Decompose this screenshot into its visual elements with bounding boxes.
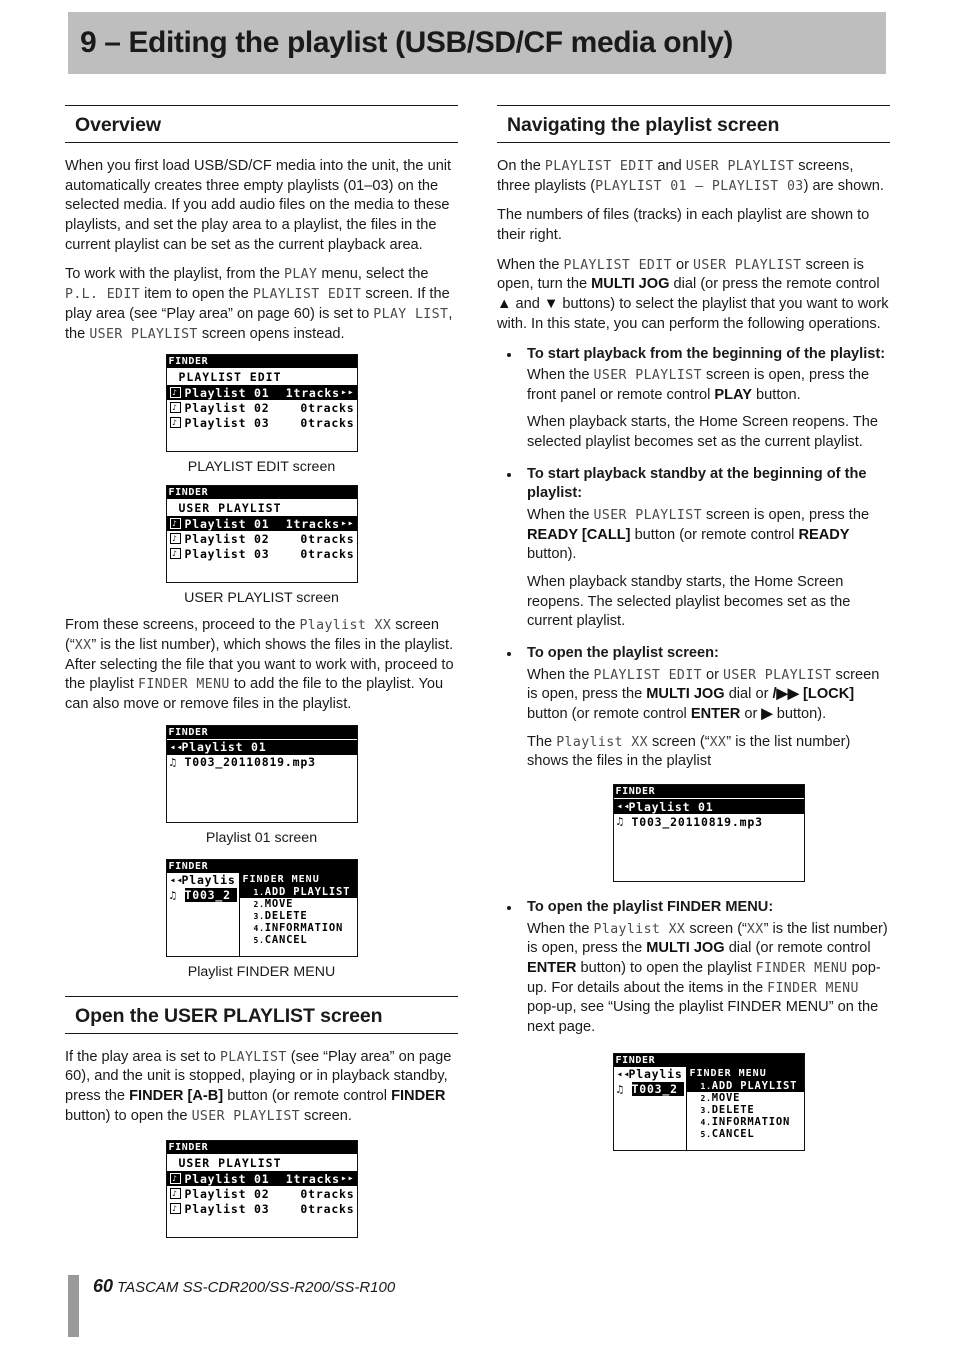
b2-lcd: PLAYLIST EDIT [593, 667, 702, 683]
oup-lcd1: PLAYLIST [219, 1049, 287, 1065]
oup-a: If the play area is set to [65, 1048, 220, 1065]
section-navigating [497, 105, 890, 1151]
ov-p3-lcd2: XX [74, 637, 92, 653]
lcd-titlebar: FINDER [167, 486, 357, 499]
ov-p3-a: From these screens, proceed to the [65, 617, 300, 634]
oup-b: (see “Play area” on page 60), and the unit is stopped, playing or in playback standby, press the [65, 1048, 452, 1104]
down-arrow-icon: ▼ [543, 296, 559, 313]
lcd-row[interactable] [167, 400, 357, 415]
b1-bold2: READY [798, 526, 850, 543]
figure-playlist01-screen-right [527, 784, 890, 882]
lcd-row-folder [614, 1067, 686, 1082]
ov-p3-c: ” is the list number), which shows the files in the playlist. After selecting the file that you want to work with, proceed to the playlist [65, 636, 454, 693]
lcd-row-name: Playlist 01 [184, 516, 270, 531]
oup-c: button (or remote control [223, 1088, 392, 1104]
ov-p2-f: screen opens instead. [197, 325, 345, 342]
lcd-row-name: Playlist 03 [184, 415, 270, 430]
lcd-body [167, 368, 357, 451]
footer-accent-bar [68, 1275, 79, 1337]
nav-p1-b: and [653, 158, 686, 174]
back-arrow-icon: ◂◂ [616, 801, 631, 812]
lcd-row-folder [167, 873, 239, 888]
lcd-row[interactable] [167, 531, 357, 546]
fast-forward-icon: ▸▸ [340, 387, 355, 399]
b0-c: button. [751, 386, 801, 403]
b2-bold3: ENTER [690, 705, 741, 722]
lcd-playlist-edit [166, 354, 358, 452]
lcd-row[interactable] [167, 1171, 357, 1186]
figure-playlist-edit-screen [65, 354, 458, 475]
overview-paragraph-1 [65, 157, 458, 255]
b3-bold: MULTI JOG [646, 940, 725, 957]
lcd-row-name: T003_20110819.mp3 [184, 755, 316, 770]
b3-lcd3: FINDER MENU [755, 960, 848, 976]
lcd-titlebar: FINDER [167, 860, 357, 873]
b3-bold2: ENTER [527, 959, 577, 976]
b3-d: dial (or remote control [724, 940, 871, 957]
lcd-row-name: Playlist 01 [628, 799, 714, 814]
lcd-subtitle: PLAYLIST EDIT [178, 370, 282, 385]
lcd-row[interactable] [167, 415, 357, 430]
menu-item-label: ADD PLAYLIST [711, 1079, 798, 1092]
lcd-row[interactable] [167, 546, 357, 561]
menu-item-add-playlist[interactable] [240, 886, 357, 898]
b3-lcd4: FINDER MENU [767, 980, 859, 996]
lcd-row-count: 0tracks [300, 415, 355, 430]
ov-p2-lcd4: PLAY LIST [373, 306, 449, 322]
b2-bold: MULTI JOG [646, 686, 725, 703]
menu-item-number: 2. [700, 1093, 712, 1103]
lcd-subtitle: USER PLAYLIST [178, 1156, 282, 1171]
play-arrow-icon: ▶ [761, 705, 773, 722]
menu-item-number: 4. [253, 924, 265, 934]
b1-d: button). [527, 546, 577, 563]
b2-f: or [740, 705, 762, 722]
b1-lcd: USER PLAYLIST [593, 507, 702, 523]
menu-item-move[interactable] [240, 898, 357, 910]
music-note-icon: ♪ [170, 1173, 181, 1184]
figure-playlist-finder-menu [65, 856, 458, 980]
b2-a: When the [527, 666, 594, 683]
b0-b: screen is open, press the front panel or remote control [527, 367, 870, 403]
navigating-paragraph-2: The numbers of files (tracks) in each playlist are shown to their right. [497, 207, 870, 244]
music-note-icon: ♪ [170, 533, 181, 544]
lcd-row-name: Playlist 01 [184, 385, 270, 400]
menu-item-label: MOVE [711, 1091, 741, 1104]
section-overview [65, 105, 458, 980]
b2-d: dial or [724, 686, 773, 703]
lcd-row[interactable] [167, 516, 357, 531]
ov-p3-b: screen (“ [65, 617, 440, 653]
page-footer [68, 1275, 395, 1337]
lcd-row-count: 0tracks [300, 1186, 355, 1201]
lcd-background-list [167, 873, 239, 903]
menu-item-label: DELETE [711, 1104, 755, 1117]
music-note-icon: ♪ [170, 1188, 181, 1199]
menu-item-add-playlist[interactable] [687, 1080, 804, 1092]
lcd-body [167, 873, 357, 956]
figure-caption: Playlist FINDER MENU [187, 963, 336, 980]
menu-item-number: 4. [700, 1118, 712, 1128]
operations-list [497, 345, 890, 1151]
figure-caption: Playlist 01 screen [205, 829, 318, 846]
menu-item-number: 3. [700, 1106, 712, 1116]
b2-2a: The [527, 733, 557, 750]
left-column [65, 105, 458, 1248]
lcd-titlebar: FINDER [167, 726, 357, 739]
menu-item-label: INFORMATION [264, 922, 344, 935]
menu-item-label: CANCEL [711, 1128, 755, 1141]
ov-p2-c: item to open the [140, 286, 253, 303]
figure-caption: PLAYLIST EDIT screen [187, 459, 336, 476]
nav-p1-a: On the [497, 158, 545, 174]
lcd-row-name: Playlist 02 [184, 1186, 270, 1201]
b3-lcd: Playlist XX [593, 921, 686, 937]
lcd-row-count: 0tracks [300, 400, 355, 415]
lcd-row-name: Playlist 02 [184, 531, 270, 546]
chapter-title: 9 – Editing the playlist (USB/SD/CF media only) [80, 26, 733, 59]
lcd-row-file[interactable] [614, 814, 804, 829]
nav-p1-c: screens, three playlists ( [497, 158, 854, 194]
menu-item-information[interactable] [687, 1116, 804, 1128]
nav-p1-lcd2: USER PLAYLIST [685, 159, 795, 174]
lcd-titlebar: FINDER [614, 785, 804, 798]
bullet-body-2: When playback standby starts, the Home Screen reopens. The selected playlist becomes set as the current playlist. [527, 573, 851, 630]
oup-bold2: FINDER [391, 1088, 446, 1104]
list-item [497, 898, 890, 1151]
menu-item-delete[interactable] [240, 910, 357, 922]
bullet-title: To start playback from the beginning of the playlist: [527, 345, 886, 362]
ov-p3-d: to add the file to the playlist. You can also move or remove files in the playlist. [65, 676, 444, 712]
b2-2b: screen (“ [647, 733, 710, 750]
figure-playlist-finder-menu-right [527, 1050, 890, 1151]
lcd-row-count: 0tracks [300, 1201, 355, 1216]
bullet-body-2 [527, 733, 890, 772]
menu-item-number: 2. [253, 899, 265, 909]
lcd-row-folder[interactable] [167, 740, 357, 755]
menu-item-number: 1. [253, 887, 265, 897]
lcd-row[interactable] [167, 1201, 357, 1216]
b2-b: or [701, 666, 724, 683]
popup-title: FINDER MENU [687, 1067, 804, 1080]
b1-a: When the [527, 506, 594, 523]
footer-text [93, 1275, 395, 1297]
lcd-row-file [614, 1082, 686, 1097]
lcd-playlist01-right [613, 784, 805, 882]
ov-p2-lcd3: PLAYLIST EDIT [252, 287, 362, 303]
ov-p2-lcd5: USER PLAYLIST [89, 326, 198, 342]
ov-p2-b: menu, select the [317, 266, 429, 283]
nav-p3-e: and [511, 296, 544, 313]
music-note-icon: ♪ [170, 518, 181, 529]
ov-p3-lcd1: Playlist XX [299, 618, 392, 634]
b3-lcd2: XX [746, 921, 764, 937]
figure-caption: USER PLAYLIST screen [184, 590, 339, 607]
nav-p3-d: dial (or press the remote control [669, 276, 880, 293]
b3-e: button) to open the playlist [576, 959, 756, 976]
lcd-row[interactable] [167, 385, 357, 400]
finder-menu-popup [686, 1067, 804, 1150]
menu-item-label: INFORMATION [711, 1116, 791, 1129]
menu-item-label: ADD PLAYLIST [264, 885, 351, 898]
b0-a: When the [527, 367, 594, 384]
oup-d: button) to open the [65, 1107, 192, 1124]
lcd-row-name: Playlis [628, 1067, 683, 1082]
navigating-paragraph-1 [497, 157, 890, 196]
lcd-row-name: Playlist 01 [181, 740, 267, 755]
lcd-body [167, 1154, 357, 1237]
lcd-finder-menu-right [613, 1053, 805, 1151]
menu-item-cancel[interactable] [687, 1128, 804, 1140]
b2-2lcd2: XX [709, 734, 727, 750]
menu-item-label: CANCEL [264, 934, 308, 947]
b0-bold: PLAY [714, 386, 752, 403]
b3-c: ” is the list number) is open, press the [527, 920, 888, 957]
lcd-row-count: 0tracks [300, 546, 355, 561]
bullet-title: To start playback standby at the beginning of the playlist: [527, 465, 867, 502]
menu-item-cancel[interactable] [240, 934, 357, 946]
menu-item-number: 3. [253, 912, 265, 921]
bullet-body-1 [527, 920, 890, 1038]
b1-b: screen is open, press the [701, 506, 870, 523]
lcd-background-list [614, 1067, 686, 1097]
lcd-body [614, 798, 804, 881]
nav-p3-bold1: MULTI JOG [591, 276, 670, 293]
music-note-icon: ♪ [170, 402, 181, 413]
b3-b: screen (“ [685, 920, 747, 937]
menu-item-move[interactable] [687, 1092, 804, 1104]
ov-p3-lcd3: FINDER MENU [138, 677, 230, 693]
product-line: TASCAM SS-CDR200/SS-R200/SS-R100 [117, 1279, 396, 1296]
music-note-icon: ♪ [170, 1203, 181, 1214]
lcd-subtitle: USER PLAYLIST [178, 501, 282, 516]
right-column [497, 105, 890, 1163]
lcd-row-count: 1tracks [285, 1171, 340, 1186]
nav-p1-lcd1: PLAYLIST EDIT [544, 159, 654, 174]
b2-2c: ” is the list number) shows the files in the playlist [527, 733, 851, 770]
oup-bold1: FINDER [A-B] [129, 1088, 224, 1104]
b3-g: pop-up, see “Using the playlist FINDER MENU” on the next page. [527, 999, 879, 1035]
nav-p3-lcd1: PLAYLIST EDIT [563, 257, 672, 273]
popup-title: FINDER MENU [240, 873, 357, 886]
b3-a: When the [527, 920, 594, 937]
b2-lcd2: USER PLAYLIST [723, 667, 832, 683]
lcd-titlebar: FINDER [167, 1141, 357, 1154]
lcd-titlebar: FINDER [167, 355, 357, 368]
music-note-icon: ♫ [616, 815, 624, 828]
list-item [497, 345, 890, 453]
b2-g: button). [772, 705, 827, 722]
ov-p2-a: To work with the playlist, from the [65, 266, 284, 283]
section-heading-overview [65, 105, 458, 143]
ov-p2-d: screen. If the play area (see “Play area” on page 60) is set to [65, 286, 450, 322]
fast-forward-icon: ▸▸ [340, 518, 355, 530]
back-arrow-icon: ◂◂ [169, 874, 184, 886]
lcd-row-file [167, 888, 239, 903]
lcd-user-playlist [166, 485, 358, 583]
list-item [497, 644, 890, 882]
lcd-row-name: Playlis [181, 873, 236, 888]
nav-p3-b: or [671, 256, 694, 273]
lcd-row-name: Playlist 03 [184, 546, 270, 561]
b1-c: button (or remote control [630, 526, 799, 543]
overview-paragraph-3 [65, 616, 458, 714]
nav-p1-d: ) are shown. [803, 177, 884, 194]
music-note-icon: ♫ [169, 755, 177, 769]
music-note-icon: ♪ [170, 548, 181, 559]
bullet-body-1 [527, 666, 890, 725]
back-arrow-icon: ◂◂ [616, 1068, 631, 1080]
b1-bold: READY [CALL] [527, 526, 631, 543]
music-note-icon: ♫ [616, 1082, 624, 1096]
b2-bold2: /▶▶ [LOCK] [772, 686, 855, 703]
ov-p2-lcd2: P.L. EDIT [65, 287, 141, 303]
open-user-playlist-paragraph [65, 1048, 458, 1127]
menu-item-number: 1. [700, 1081, 712, 1091]
music-note-icon: ♫ [169, 888, 177, 902]
open-user-playlist-heading-text: Open the USER PLAYLIST screen [75, 1004, 383, 1027]
nav-p3-lcd2: USER PLAYLIST [693, 257, 802, 273]
lcd-playlist01 [166, 725, 358, 823]
nav-p3-c: screen is open, turn the [497, 256, 864, 293]
b2-e: button (or remote control [527, 705, 691, 722]
back-arrow-icon: ◂◂ [169, 741, 184, 753]
navigating-paragraph-3 [497, 256, 890, 335]
music-note-icon: ♪ [170, 387, 181, 398]
lcd-row-count: 1tracks [285, 516, 340, 531]
section-heading-navigating [497, 105, 890, 143]
nav-p1-lcd3: PLAYLIST 01 – PLAYLIST 03 [595, 178, 804, 194]
b2-2lcd: Playlist XX [556, 734, 648, 750]
oup-e: screen. [300, 1107, 352, 1124]
bullet-title: To open the playlist screen: [527, 645, 719, 662]
bullet-body-1 [527, 366, 890, 405]
lcd-row-name: Playlist 03 [184, 1201, 270, 1216]
lcd-row-name: T003_2 [632, 1082, 684, 1096]
ov-p2-e: , the [65, 305, 453, 342]
lcd-row-count: 1tracks [285, 385, 340, 400]
menu-item-information[interactable] [240, 922, 357, 934]
overview-heading-text: Overview [75, 114, 161, 136]
lcd-body [167, 739, 357, 822]
lcd-row-name: Playlist 01 [184, 1171, 270, 1186]
b3-f: pop-up. For details about the items in the [527, 959, 881, 996]
lcd-row-count: 0tracks [300, 531, 355, 546]
section-open-user-playlist [65, 996, 458, 1239]
up-arrow-icon: ▲ [497, 296, 512, 313]
lcd-row-file[interactable] [167, 755, 357, 770]
music-note-icon: ♪ [170, 417, 181, 428]
lcd-row-folder[interactable] [614, 799, 804, 814]
bullet-body-2: When playback starts, the Home Screen reopens. The selected playlist becomes set as the current playlist. [527, 414, 878, 451]
b0-lcd: USER PLAYLIST [593, 368, 702, 384]
menu-item-delete[interactable] [687, 1104, 804, 1116]
b2-c: screen is open, press the [527, 666, 880, 703]
menu-item-number: 5. [253, 936, 265, 946]
oup-lcd2: USER PLAYLIST [191, 1108, 300, 1124]
menu-item-label: MOVE [264, 897, 294, 910]
overview-para1-text: When you first load USB/SD/CF media into the unit, the unit automatically creates three empty playlists (01–03) on the selected media. If you add audio files on the media to these playlists, and set the play area to a playlist, the files in the current playlist can be set as the current playback area. [65, 158, 452, 253]
overview-paragraph-2 [65, 265, 458, 344]
lcd-finder-menu [166, 859, 358, 957]
nav-p3-f: buttons) to select the playlist that you want to work with. In this state, you can perform the following operations. [497, 296, 889, 332]
bullet-title: To open the playlist FINDER MENU: [527, 899, 774, 915]
lcd-user-playlist-2 [166, 1140, 358, 1238]
lcd-row-name: T003_2 [185, 888, 237, 902]
nav-p3-a: When the [497, 256, 564, 273]
ov-p2-lcd1: PLAY [283, 267, 318, 283]
figure-playlist01-screen [65, 725, 458, 846]
chapter-header-bar [68, 12, 886, 74]
section-heading-open-user-playlist [65, 996, 458, 1034]
finder-menu-popup [239, 873, 357, 956]
lcd-row-name: T003_20110819.mp3 [631, 814, 763, 829]
page-number: 60 [93, 1276, 114, 1296]
navigating-heading-text: Navigating the playlist screen [507, 114, 780, 136]
menu-item-label: DELETE [264, 910, 308, 922]
menu-item-number: 5. [700, 1130, 712, 1140]
lcd-titlebar: FINDER [614, 1054, 804, 1067]
fast-forward-icon: ▸▸ [340, 1173, 355, 1185]
lcd-row[interactable] [167, 1186, 357, 1201]
lcd-body [167, 499, 357, 582]
figure-user-playlist-screen-2 [65, 1140, 458, 1238]
lcd-row-name: Playlist 02 [184, 400, 270, 415]
bullet-body-1 [527, 506, 890, 565]
lcd-body [614, 1067, 804, 1150]
figure-user-playlist-screen [65, 485, 458, 606]
list-item [497, 465, 890, 632]
